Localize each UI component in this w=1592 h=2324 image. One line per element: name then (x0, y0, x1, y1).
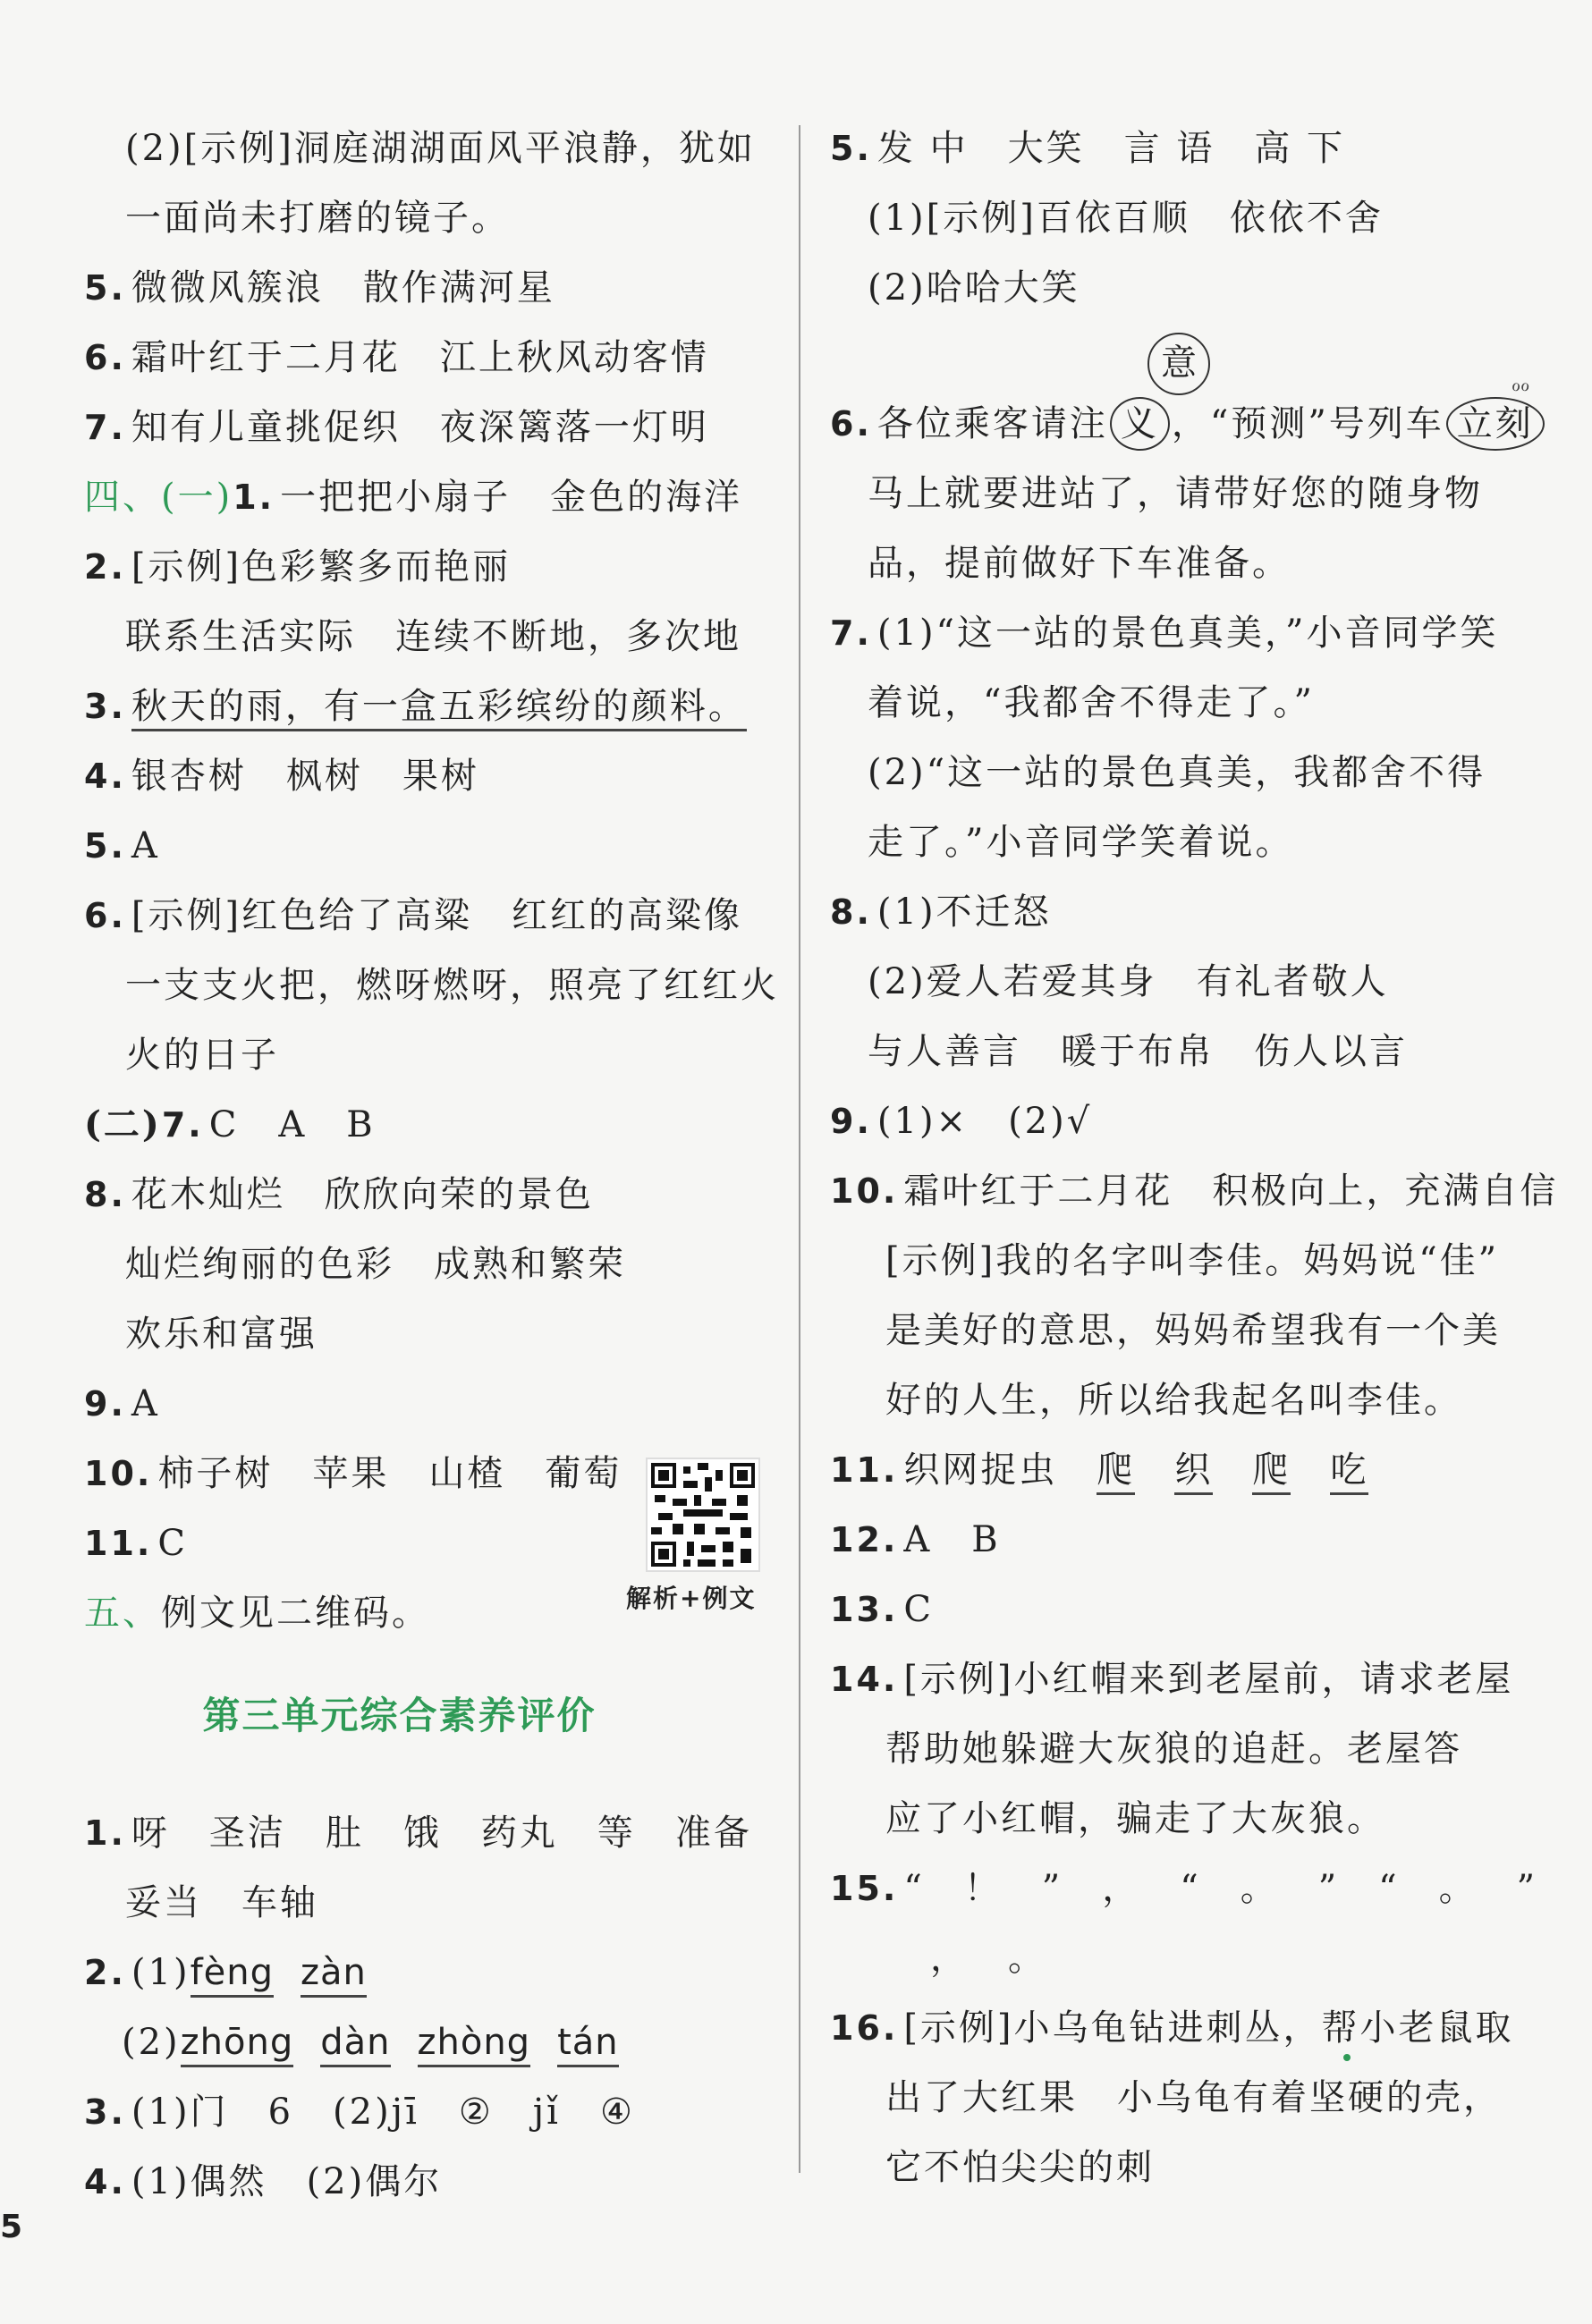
question-number: 4. (84, 756, 126, 796)
answer-text: 马上就要进站了，请带好您的随身物 (868, 473, 1483, 514)
answer-text: 准备 (674, 1813, 752, 1854)
answer-text: B (971, 1519, 1001, 1560)
question-number: 8. (830, 892, 872, 932)
answer-text: 灿烂绚丽的色彩 (125, 1244, 394, 1285)
punctuation: ” (1317, 1868, 1340, 1909)
correction-mark: 意 (1147, 333, 1210, 395)
answer-text: 苹果 (312, 1453, 390, 1494)
answer-text: [示例]色彩繁多而艳丽 (131, 546, 512, 587)
question-number: 5. (830, 129, 872, 168)
answer-line (84, 1098, 376, 1152)
answer-line (125, 1028, 279, 1082)
answer-text: [示例]红色给了高粱 (131, 895, 473, 936)
answer-text: 霜叶红于二月花 (903, 1170, 1173, 1212)
answer-text: 有礼者敬人 (1196, 961, 1389, 1002)
question-number: 1. (233, 477, 275, 517)
answer-text: 织网捉虫 (903, 1449, 1058, 1491)
answer-line (830, 1443, 1368, 1497)
answer-text: (1)不迁怒 (876, 892, 1052, 933)
answer-text: [示例]小红帽来到老屋前，请求老屋 (903, 1659, 1514, 1700)
answer-text: 与人善言 (868, 1031, 1021, 1072)
answer-text: 品，提前做好下车准备。 (868, 543, 1291, 584)
question-number: 13. (830, 1590, 899, 1629)
punctuation: 。 (1240, 1868, 1279, 1909)
question-number: 12. (830, 1520, 899, 1559)
question-number: 6. (84, 896, 126, 935)
question-number: 8. (84, 1175, 126, 1214)
section-label: (二) (84, 1103, 162, 1145)
underlined-answer: 吃 (1330, 1449, 1368, 1495)
answer-text: 江上秋风动客情 (439, 337, 709, 378)
answer-line (868, 955, 1389, 1009)
question-number: 10. (84, 1454, 153, 1493)
answer-line (830, 1652, 1514, 1706)
question-number: 10. (830, 1171, 899, 1211)
answer-text: 发 中 (876, 128, 969, 169)
insertion-mark-icon: ℴℴ (1512, 374, 1530, 396)
answer-text: (2)哈哈大笑 (868, 267, 1080, 308)
question-number: 15. (830, 1869, 899, 1908)
underlined-answer: 织 (1174, 1449, 1213, 1495)
answer-line (930, 1931, 1046, 1985)
answer-line (885, 1722, 1462, 1776)
answer-line (84, 1946, 394, 1999)
question-number: 3. (84, 687, 126, 726)
answer-text: C (157, 1523, 188, 1564)
answer-text: 出了大红果 (885, 2077, 1078, 2118)
answer-text: (2)√ (1008, 1101, 1093, 1142)
answer-text: ，“预测”号列车 (1171, 403, 1444, 444)
answer-line (122, 2016, 646, 2069)
answer-text: A (131, 1383, 160, 1424)
answer-text: 火的日子 (125, 1035, 279, 1076)
question-number: 11. (830, 1450, 899, 1490)
answer-line (830, 1862, 1537, 1915)
answer-text: 暖于布帛 (1061, 1031, 1215, 1072)
section-label: 五、 (84, 1593, 161, 1634)
answer-text: 是美好的意思，妈妈希望我有一个美 (885, 1310, 1501, 1351)
pinyin-answer: zhòng (418, 2022, 531, 2067)
answer-line (84, 1377, 160, 1431)
answer-text: 知有儿童挑促织 (131, 407, 401, 448)
answer-text: A (131, 825, 160, 866)
answer-line (84, 1586, 430, 1640)
answer-line (84, 1517, 188, 1570)
question-number: 3. (84, 2092, 126, 2132)
answer-line (125, 122, 756, 175)
answer-text: 高 下 (1254, 128, 1346, 169)
answer-text: (2)[示例]洞庭湖湖面风平浪静，犹如 (125, 128, 756, 169)
answer-line (868, 191, 1384, 245)
underlined-answer: 秋天的雨，有一盒五彩缤纷的颜料。 (131, 686, 747, 731)
punctuation: ， (1102, 1868, 1141, 1909)
answer-text: A (278, 1104, 308, 1145)
answer-line (830, 885, 1052, 939)
column-divider (799, 125, 800, 2173)
answer-text: 妥当 (125, 1882, 202, 1923)
answer-line (84, 889, 742, 942)
answer-text: 伤人以言 (1254, 1031, 1408, 1072)
answer-text: 应了小红帽，骗走了大灰狼。 (885, 1798, 1385, 1839)
answer-line (830, 1583, 934, 1636)
qr-code[interactable] (646, 1458, 760, 1572)
answer-line (84, 401, 709, 454)
answer-text: 联系生活实际 (125, 616, 356, 657)
question-number: 16. (830, 2008, 899, 2048)
answer-text: 例文见二维码。 (161, 1593, 430, 1634)
section-heading: 第三单元综合素养评价 (202, 1694, 597, 1737)
answer-line (125, 959, 779, 1012)
underlined-answer: 爬 (1252, 1449, 1291, 1495)
question-number: 4. (84, 2162, 126, 2201)
answer-text: [示例]小乌龟钻进刺丛，帮小老鼠取 (903, 2007, 1514, 2049)
answer-text: (1)× (876, 1101, 970, 1142)
answer-line (885, 1304, 1501, 1357)
answer-text: C (208, 1104, 240, 1145)
answer-line (868, 746, 1486, 799)
answer-text: 6 (267, 2092, 294, 2133)
answer-text: (2) (122, 2022, 181, 2063)
answer-text: 果树 (402, 756, 479, 797)
page-number: 5 (0, 2209, 23, 2245)
answer-text: (1)门 (131, 2092, 229, 2133)
question-number: 7. (161, 1105, 204, 1145)
answer-text: ④ (599, 2092, 635, 2133)
answer-text: 一把把小扇子 (280, 477, 512, 518)
answer-line (868, 467, 1483, 520)
answer-line (84, 819, 160, 873)
answer-line (84, 2155, 442, 2209)
answer-text: 依依不舍 (1229, 198, 1384, 239)
answer-text: 红红的高粱像 (512, 895, 743, 936)
emphasis-dot-icon (1343, 2054, 1351, 2061)
pinyin-answer: zàn (301, 1952, 367, 1998)
answer-text: 柿子树 (157, 1453, 274, 1494)
question-number: 7. (84, 408, 126, 447)
punctuation: “ (1378, 1868, 1400, 1909)
answer-text: 车轴 (241, 1882, 318, 1923)
answer-line (868, 676, 1315, 730)
answer-line (868, 1025, 1408, 1078)
answer-text: 枫树 (285, 756, 363, 797)
answer-text: 微微风簇浪 (131, 267, 324, 308)
answer-line (830, 397, 1546, 451)
answer-text: (2)jī (333, 2092, 419, 2133)
question-number: 2. (84, 547, 126, 587)
answer-text: 花木灿烂 (131, 1174, 285, 1215)
answer-text: 药丸 (480, 1813, 558, 1854)
answer-text: 霜叶红于二月花 (131, 337, 401, 378)
answer-text: 散作满河星 (362, 267, 555, 308)
answer-text: 言 语 (1123, 128, 1215, 169)
punctuation: “ (1180, 1868, 1201, 1909)
answer-line (868, 816, 1293, 869)
punctuation: 。 (1438, 1868, 1478, 1909)
answer-text: 葡萄 (545, 1453, 622, 1494)
pinyin-answer: fèng (191, 1952, 274, 1998)
answer-text: ② (458, 2092, 494, 2133)
answer-text: B (346, 1104, 376, 1145)
question-number: 14. (830, 1660, 899, 1699)
answer-text: 好的人生，所以给我起名叫李佳。 (885, 1380, 1462, 1421)
answer-text: 等 (597, 1813, 636, 1854)
answer-text: 着说，“我都舍不得走了。” (868, 682, 1315, 723)
question-number: 7. (830, 613, 872, 653)
answer-line (84, 1168, 594, 1221)
answer-line (830, 2001, 1514, 2055)
question-number: 5. (84, 826, 126, 866)
answer-text: (1)“这一站的景色真美，”小音同学笑 (876, 613, 1499, 654)
punctuation: ” (1041, 1868, 1063, 1909)
section-label: 四、(一) (84, 477, 233, 518)
question-number: 6. (830, 404, 872, 444)
answer-line (84, 2085, 635, 2139)
answer-text: 一面尚未打磨的镜子。 (125, 198, 510, 239)
answer-line (84, 749, 479, 803)
qr-caption: 解析+例文 (626, 1584, 757, 1613)
answer-text: jǐ (532, 2092, 561, 2133)
answer-text: 呀 (131, 1813, 170, 1854)
question-number: 9. (84, 1384, 126, 1424)
answer-text: 肚 (325, 1813, 364, 1854)
punctuation: ！ (963, 1868, 1003, 1909)
answer-text: C (903, 1589, 934, 1630)
answer-text: 大笑 (1007, 128, 1085, 169)
question-number: 6. (84, 338, 126, 377)
answer-line (84, 540, 511, 594)
question-number: 5. (84, 268, 126, 308)
answer-line (830, 1513, 1001, 1567)
answer-text: 欢乐和富强 (125, 1314, 318, 1355)
answer-line (885, 2071, 1502, 2125)
answer-text: (2)爱人若爱其身 (868, 961, 1157, 1002)
answer-text: 积极向上，充满自信 (1212, 1170, 1559, 1212)
qr-code-icon (648, 1459, 758, 1570)
answer-line (125, 1238, 626, 1291)
answer-line (84, 261, 555, 315)
answer-line (84, 1806, 752, 1860)
question-number: 2. (84, 1953, 126, 1992)
punctuation: 。 (1008, 1938, 1046, 1979)
answer-text: 夜深篱落一灯明 (439, 407, 709, 448)
answer-text: 成熟和繁荣 (434, 1244, 626, 1285)
answer-text: (2)“这一站的景色真美，我都舍不得 (868, 752, 1486, 793)
answer-line (84, 1447, 622, 1500)
answer-line (885, 1373, 1462, 1427)
question-number: 1. (84, 1813, 126, 1853)
answer-text: 银杏树 (131, 756, 247, 797)
pinyin-answer: zhōng (181, 2022, 294, 2067)
punctuation: “ (903, 1868, 925, 1909)
answer-line (125, 191, 510, 245)
answer-text: A (903, 1519, 933, 1560)
answer-line (84, 331, 709, 385)
answer-text: (1)偶然 (131, 2161, 267, 2202)
answer-text: 一支支火把，燃呀燃呀，照亮了红红火 (125, 965, 779, 1006)
question-number: 9. (830, 1102, 872, 1141)
answer-text: 圣洁 (208, 1813, 286, 1854)
answer-text: 小乌龟有着坚硬的壳， (1117, 2077, 1502, 2118)
answer-text: 金色的海洋 (550, 477, 743, 518)
answer-line (885, 1792, 1385, 1846)
punctuation: ” (1516, 1868, 1538, 1909)
pinyin-answer: dàn (320, 2022, 390, 2067)
answer-text: (1) (131, 1952, 191, 1993)
answer-text: 走了。”小音同学笑着说。 (868, 822, 1294, 863)
answer-line (830, 606, 1498, 660)
answer-text: [示例]我的名字叫李佳。妈妈说“佳” (885, 1240, 1500, 1281)
punctuation: ， (930, 1938, 969, 1979)
answer-line (868, 537, 1291, 590)
answer-text: 欣欣向荣的景色 (324, 1174, 594, 1215)
answer-line (885, 1234, 1499, 1288)
answer-line (830, 122, 1345, 175)
circled-error: 义 (1110, 397, 1170, 451)
answer-text: 饿 (402, 1813, 442, 1854)
answer-text: 各位乘客请注 (876, 403, 1108, 444)
answer-line (125, 1876, 318, 1930)
answer-text: 帮助她躲避大灰狼的追赶。老屋答 (885, 1728, 1462, 1770)
answer-line (84, 470, 742, 524)
answer-line (125, 1307, 318, 1361)
answer-text: (1)[示例]百依百顺 (868, 198, 1190, 239)
answer-text: 它不怕尖尖的刺 (885, 2147, 1155, 2188)
question-number: 11. (84, 1524, 153, 1563)
answer-line (830, 1164, 1558, 1218)
answer-line (885, 2141, 1155, 2194)
underlined-answer: 爬 (1097, 1449, 1135, 1495)
answer-line (830, 1094, 1092, 1148)
answer-text: (2)偶尔 (306, 2161, 443, 2202)
answer-line (125, 610, 741, 663)
answer-text: 山楂 (428, 1453, 506, 1494)
answer-line (868, 261, 1080, 315)
answer-text: 连续不断地，多次地 (395, 616, 741, 657)
pinyin-answer: tán (557, 2022, 619, 2067)
answer-line (84, 680, 747, 733)
circled-error: 立刻 (1446, 397, 1545, 451)
